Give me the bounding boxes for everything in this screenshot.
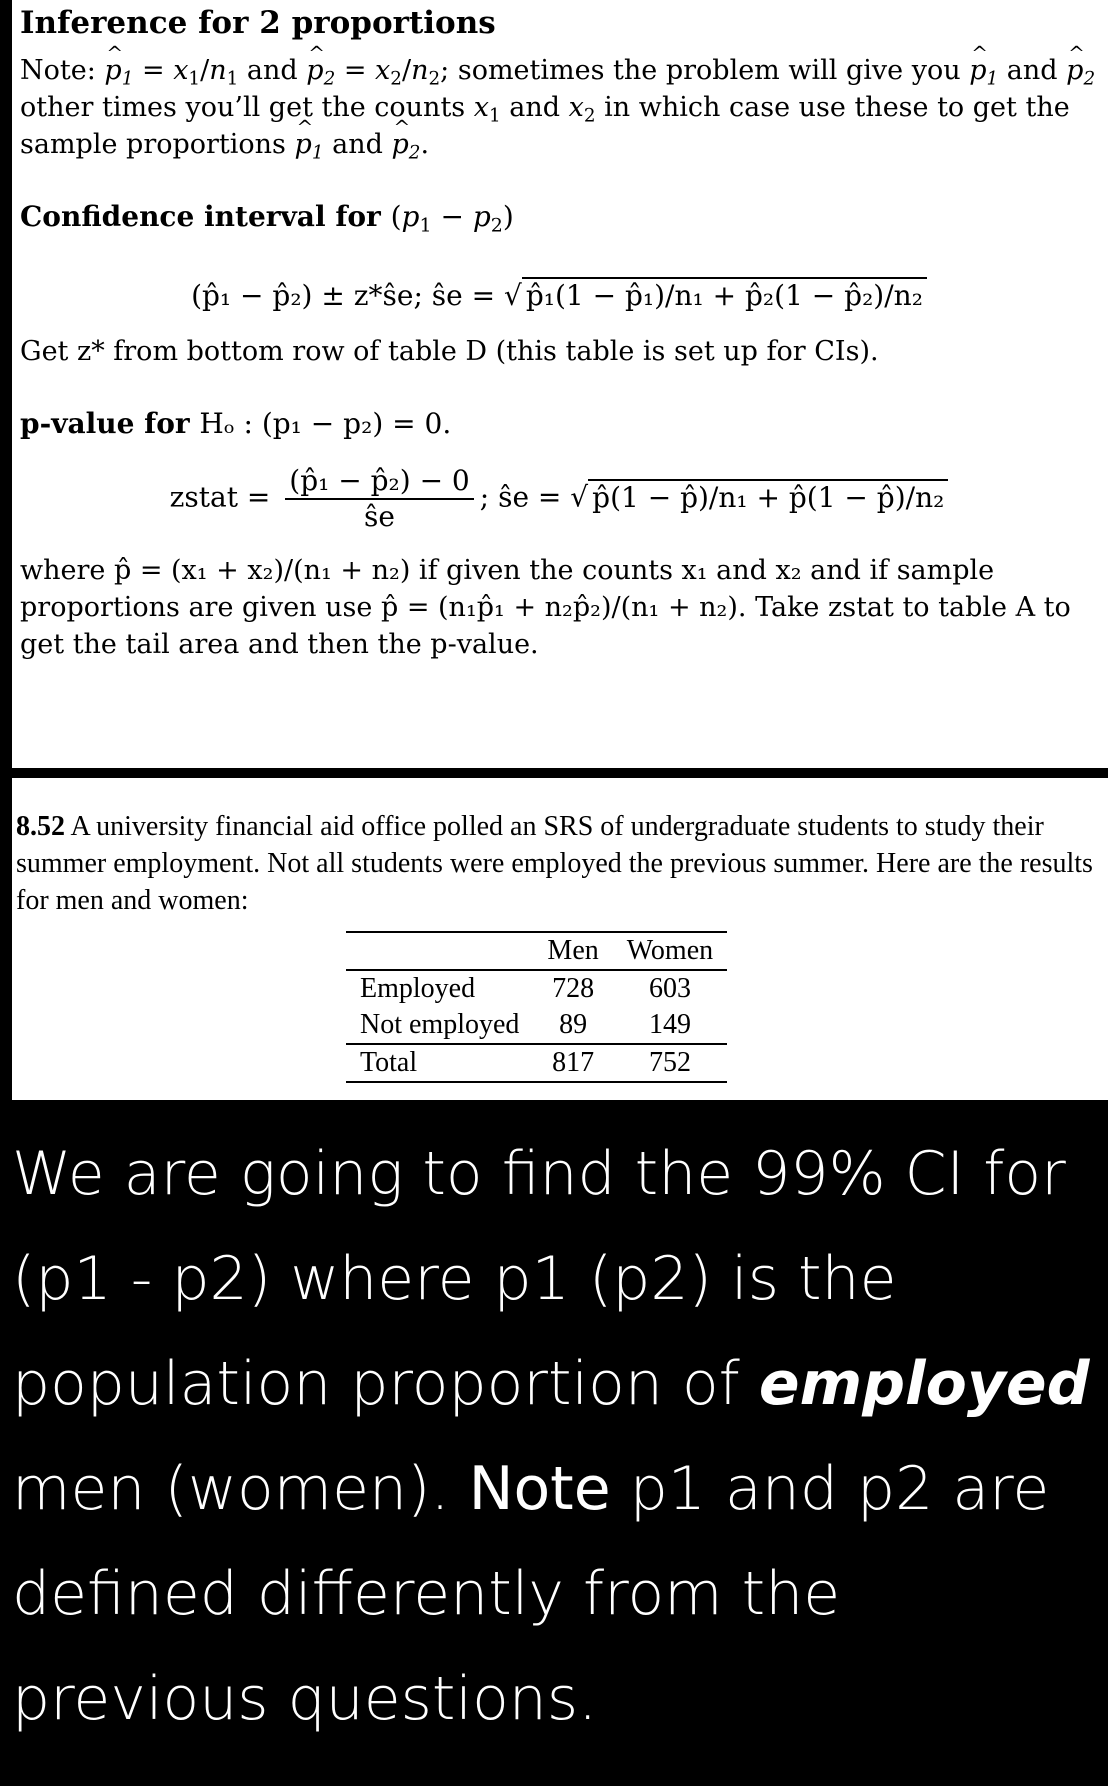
instruction-note: We are going to find the 99% CI for (p1 - p2) where p1 (p2) is the population proportion of employed men (women). Note p1 and p2 are defined differently from the previous questions.: [12, 1139, 1090, 1734]
ci-heading: Confidence interval for $(p_1 - p_2)$: [20, 200, 514, 237]
col-header-men: Men: [533, 932, 612, 970]
section-title: Inference for 2 proportions: [20, 5, 496, 41]
ci-formula: (p̂₁ − p̂₂) ± z*ŝe; ŝe = √ p̂₁(1 − p̂₁)/n₁ + p̂₂(1 − p̂₂)/n₂: [20, 275, 1098, 317]
table-total-row: Total 817 752: [346, 1044, 727, 1082]
where-paragraph: where p̂ = (x₁ + x₂)/(n₁ + n₂) if given the counts x₁ and x₂ and if sample proportions are given use p̂ = (n₁p̂₁ + n₂p̂₂)/(n₁ + n₂). Take zstat to table A to get the tail area and then the p-value.: [20, 555, 1071, 660]
zstat-formula: zstat = $\frac{\text{(p̂₁ − p̂₂) − 0}}{ŝe}$ ; ŝe = √ p̂(1 − p̂)/n₁ + p̂(1 − p̂)/n₂: [20, 464, 1098, 534]
employment-table: [346, 931, 727, 1083]
table-header-row: [346, 932, 727, 970]
formula-panel: [12, 0, 1108, 768]
note-label: Note: [468, 1454, 611, 1524]
zstar-note: Get z* from bottom row of table D (this table is set up for CIs).: [20, 336, 879, 367]
ci-radicand: p̂₁(1 − p̂₁)/n₁ + p̂₂(1 − p̂₂)/n₂: [522, 277, 927, 312]
note-paragraph: Note: ^ $p_1 = x_1/n_1$ and ^ $p_2 = x_2/n_2$; sometimes the problem will give you ^ $p_1$ and ^ $p_2$ other times you’ll get the counts $x_1$ and $x_2$ in which case use these to get the sample proportions ^ $p_1$ and ^ $p_2$.: [20, 52, 1098, 163]
col-header-women: Women: [613, 932, 727, 970]
problem-panel: [12, 778, 1108, 1100]
table-row: Employed 728 603: [360, 973, 691, 1004]
emphasis-employed: employed: [758, 1349, 1090, 1419]
table-row: Not employed 89 149: [360, 1009, 691, 1040]
pvalue-heading: p-value for Hₒ : (p₁ − p₂) = 0.: [20, 407, 452, 440]
zstat-fraction: $\frac{\text{(p̂₁ − p̂₂) − 0}}{ŝe}$: [285, 464, 473, 534]
zstat-radicand: p̂(1 − p̂)/n₁ + p̂(1 − p̂)/n₂: [588, 479, 948, 514]
problem-statement: 8.52 A university financial aid office polled an SRS of undergraduate students to study their summer employment. Not all students were employed the previous summer. Here are the results for men and women:: [16, 811, 1093, 916]
problem-number: 8.52: [16, 811, 65, 842]
